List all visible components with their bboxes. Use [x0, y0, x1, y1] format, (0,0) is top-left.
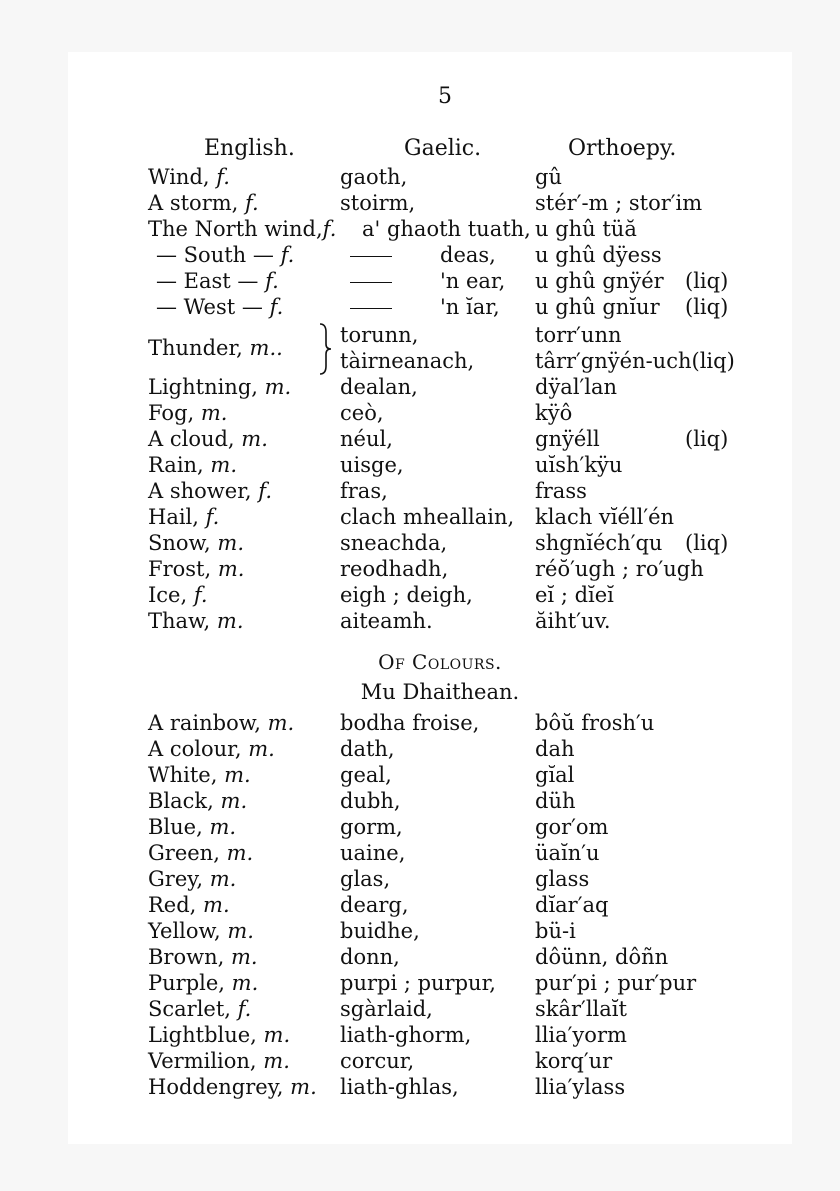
orthoepy-term: eĭ ; dĭeĭ: [535, 583, 614, 607]
english-term: Snow, m.: [148, 531, 244, 555]
vocab-row: [0, 710, 840, 736]
vocab-row: [0, 788, 840, 814]
english-term: Red, m.: [148, 893, 230, 917]
english-term: Green, m.: [148, 841, 254, 865]
vocab-row: [0, 478, 840, 504]
vocab-row: [0, 374, 840, 400]
orthoepy-term: ăiht′uv.: [535, 609, 611, 633]
vocab-row: [0, 814, 840, 840]
gaelic-term: reodhadh,: [340, 557, 449, 581]
english-term: Thaw, m.: [148, 609, 244, 633]
vocab-row: [0, 736, 840, 762]
orthoepy-note: (liq): [685, 531, 729, 555]
gaelic-term: stoirm,: [340, 191, 416, 215]
orthoepy-term: u ghû tüă: [535, 217, 637, 241]
gaelic-term: 'n ĭar,: [440, 295, 500, 319]
gaelic-term: corcur,: [340, 1049, 415, 1073]
orthoepy-term: gû: [535, 165, 562, 189]
gaelic-term: glas,: [340, 867, 391, 891]
english-term: Wind, f.: [148, 165, 230, 189]
english-term: Yellow, m.: [148, 919, 254, 943]
orthoepy-term: u ghû dÿess: [535, 243, 662, 267]
orthoepy-term: skâr′llaĭt: [535, 997, 627, 1021]
gaelic-term: geal,: [340, 763, 392, 787]
vocab-row: [0, 452, 840, 478]
gaelic-term: aiteamh.: [340, 609, 433, 633]
english-term: Hail, f.: [148, 505, 220, 529]
vocab-row: [0, 1048, 840, 1074]
orthoepy-note: (liq): [685, 269, 729, 293]
gaelic-term: dubh,: [340, 789, 401, 813]
ditto-dash: [340, 294, 402, 320]
vocab-row: [0, 840, 840, 866]
gaelic-term: dearg,: [340, 893, 409, 917]
vocab-row: [0, 866, 840, 892]
gaelic-term: dath,: [340, 737, 395, 761]
gaelic-term: deas,: [440, 243, 496, 267]
vocab-row: [0, 762, 840, 788]
english-term: Blue, m.: [148, 815, 237, 839]
english-term: Brown, m.: [148, 945, 258, 969]
gaelic-term: eigh ; deigh,: [340, 583, 473, 607]
orthoepy-term: pur′pi ; pur′pur: [535, 971, 697, 995]
gaelic-term: donn,: [340, 945, 400, 969]
gaelic-term: gorm,: [340, 815, 403, 839]
vocab-row: [0, 348, 840, 374]
english-term: White, m.: [148, 763, 251, 787]
column-headers: [0, 136, 840, 162]
gaelic-term: liath-ghlas,: [340, 1075, 459, 1099]
english-term: — East — f.: [156, 269, 279, 293]
english-term: Thunder, m..: [148, 336, 283, 360]
gaelic-term: sneachda,: [340, 531, 448, 555]
orthoepy-term: gor′om: [535, 815, 609, 839]
english-term: Lightning, m.: [148, 375, 292, 399]
english-term: The North wind,f.: [148, 217, 337, 241]
english-term: — South — f.: [156, 243, 295, 267]
vocab-row: [0, 530, 840, 556]
gaelic-term: buidhe,: [340, 919, 420, 943]
gaelic-term: bodha froise,: [340, 711, 480, 735]
english-term: Purple, m.: [148, 971, 259, 995]
orthoepy-term: réŏ′ugh ; ro′ugh: [535, 557, 704, 581]
vocab-row: [0, 1022, 840, 1048]
orthoepy-term: llia′yorm: [535, 1023, 627, 1047]
orthoepy-term: dÿal′lan: [535, 375, 618, 399]
orthoepy-term: klach vĭéll′én: [535, 505, 675, 529]
english-term: A storm, f.: [148, 191, 259, 215]
vocab-row: [0, 242, 840, 268]
orthoepy-term: stér′-m ; stor′im: [535, 191, 703, 215]
orthoepy-term: uĭsh′kÿu: [535, 453, 623, 477]
english-term: — West — f.: [156, 295, 284, 319]
orthoepy-term: düh: [535, 789, 576, 813]
vocab-row: [0, 556, 840, 582]
english-term: Hoddengrey, m.: [148, 1075, 317, 1099]
vocab-row: [0, 944, 840, 970]
vocab-row: [0, 918, 840, 944]
english-term: A rainbow, m.: [148, 711, 295, 735]
vocab-row: [0, 268, 840, 294]
gaelic-term: sgàrlaid,: [340, 997, 433, 1021]
english-term: Fog, m.: [148, 401, 228, 425]
ditto-dash: [340, 242, 402, 268]
english-term: Grey, m.: [148, 867, 237, 891]
english-term: Lightblue, m.: [148, 1023, 291, 1047]
gaelic-term: gaoth,: [340, 165, 408, 189]
vocab-row: [0, 164, 840, 190]
gaelic-term: a' ghaoth tuath,: [362, 217, 531, 241]
gaelic-term: 'n ear,: [440, 269, 506, 293]
orthoepy-term: shgnĭéch′qu: [535, 531, 663, 555]
vocab-row: [0, 504, 840, 530]
gaelic-term: uaine,: [340, 841, 406, 865]
english-term: Vermilion, m.: [148, 1049, 290, 1073]
gaelic-term: néul,: [340, 427, 393, 451]
gaelic-term: liath-ghorm,: [340, 1023, 472, 1047]
vocab-row: [0, 400, 840, 426]
english-term: Black, m.: [148, 789, 248, 813]
page-number: 5: [438, 84, 452, 109]
orthoepy-term: târr′gnÿén-uch(liq): [535, 349, 735, 373]
vocab-row: [0, 582, 840, 608]
gaelic-term: purpi ; purpur,: [340, 971, 496, 995]
gaelic-term: dealan,: [340, 375, 418, 399]
orthoepy-term: gnÿéll: [535, 427, 600, 451]
english-term: A colour, m.: [148, 737, 275, 761]
orthoepy-term: gĭal: [535, 763, 575, 787]
header-orthoepy: Orthoepy.: [568, 136, 677, 161]
orthoepy-term: üaĭn′u: [535, 841, 600, 865]
ditto-dash: [340, 268, 402, 294]
header-gaelic: Gaelic.: [404, 136, 482, 161]
gaelic-term: fras,: [340, 479, 388, 503]
gaelic-term: clach mheallain,: [340, 505, 515, 529]
vocab-row: [0, 608, 840, 634]
orthoepy-term: frass: [535, 479, 587, 503]
vocab-row: [0, 216, 840, 242]
orthoepy-note: (liq): [685, 295, 729, 319]
vocab-row: [0, 426, 840, 452]
orthoepy-term: korq′ur: [535, 1049, 613, 1073]
english-term: Ice, f.: [148, 583, 208, 607]
orthoepy-term: dĭar′aq: [535, 893, 609, 917]
section-subtitle: Mu Dhaithean.: [360, 680, 520, 704]
header-english: English.: [204, 136, 295, 161]
orthoepy-term: glass: [535, 867, 590, 891]
orthoepy-term: bü-i: [535, 919, 576, 943]
section-title: Of Colours.: [378, 650, 502, 674]
vocab-row: [0, 970, 840, 996]
orthoepy-term: bôŭ frosh′u: [535, 711, 655, 735]
english-term: Frost, m.: [148, 557, 245, 581]
english-term: A cloud, m.: [148, 427, 268, 451]
gaelic-term: tàirneanach,: [340, 349, 475, 373]
gaelic-term: ceò,: [340, 401, 384, 425]
gaelic-term: uisge,: [340, 453, 404, 477]
vocab-row: [0, 294, 840, 320]
orthoepy-term: kÿô: [535, 401, 573, 425]
vocab-row: [0, 322, 840, 348]
vocab-row: [0, 190, 840, 216]
orthoepy-term: u ghû gnĭur: [535, 295, 660, 319]
vocab-row: [0, 996, 840, 1022]
english-term: A shower, f.: [148, 479, 272, 503]
orthoepy-note: (liq): [685, 427, 729, 451]
orthoepy-term: torr′unn: [535, 323, 622, 347]
orthoepy-term: llia′ylass: [535, 1075, 626, 1099]
vocab-row: [0, 892, 840, 918]
vocab-row: [0, 1074, 840, 1100]
orthoepy-term: dah: [535, 737, 575, 761]
orthoepy-term: u ghû gnÿér: [535, 269, 664, 293]
english-term: Scarlet, f.: [148, 997, 252, 1021]
orthoepy-term: dôünn, dôñn: [535, 945, 669, 969]
gaelic-term: torunn,: [340, 323, 419, 347]
english-term: Rain, m.: [148, 453, 238, 477]
